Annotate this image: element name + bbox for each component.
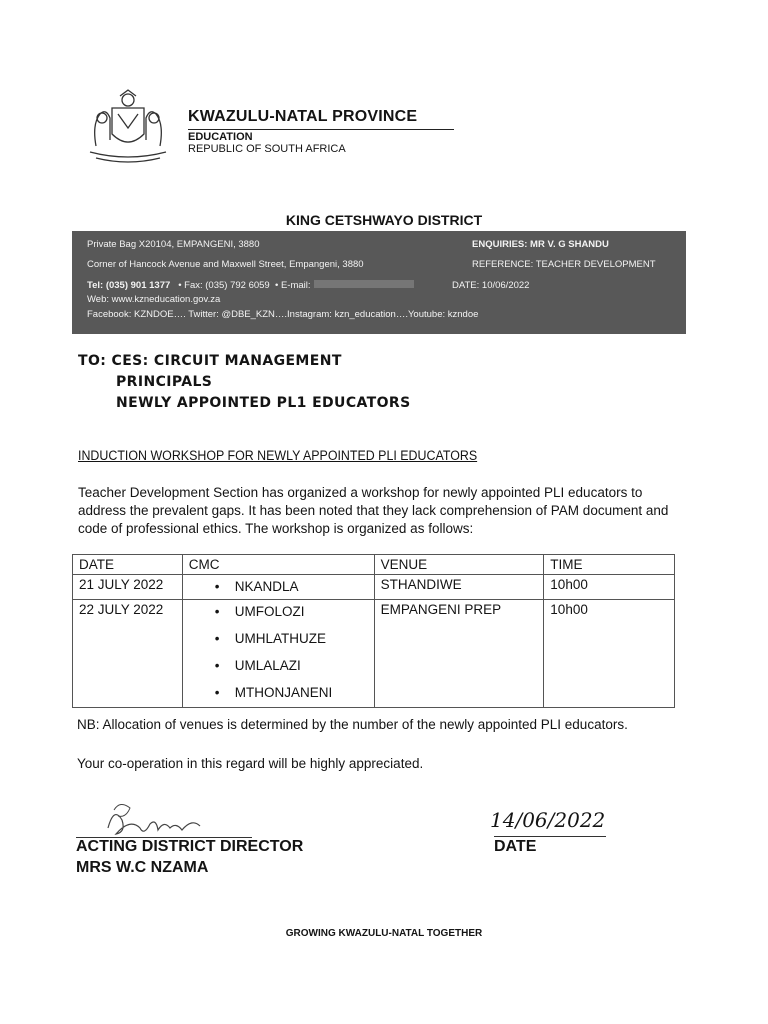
cmc-item: • NKANDLA (189, 577, 368, 597)
header-time: TIME (544, 555, 675, 575)
contact-band (72, 231, 686, 334)
subject-heading: INDUCTION WORKSHOP FOR NEWLY APPOINTED PLI EDUCATORS (78, 448, 478, 463)
department-label: EDUCATION (188, 131, 253, 143)
telephone: Tel: (035) 901 1377 (87, 280, 171, 291)
coat-of-arms-icon (82, 88, 174, 166)
cmc-item: • UMFOLOZI (189, 602, 368, 629)
cmc-list (189, 577, 368, 597)
header-rule (188, 129, 454, 130)
header-date: DATE (73, 555, 183, 575)
header-cmc: CMC (182, 555, 374, 575)
country-label: REPUBLIC OF SOUTH AFRICA (188, 143, 346, 155)
letter-date: DATE: 10/06/2022 (452, 280, 530, 291)
row-venue: EMPANGENI PREP (374, 600, 544, 708)
body-paragraph: Teacher Development Section has organized a workshop for newly appointed PLI educators to address the prevalent gaps. It has been noted that they lack comprehension of PAM document and code of professional ethics. The workshop is organized as follows: (78, 485, 669, 536)
cmc-item: • UMHLATHUZE (189, 629, 368, 656)
social-media: Facebook: KZNDOE…. Twitter: @DBE_KZN….Instagram: kzn_education….Youtube: kzndoe (87, 309, 479, 320)
contact-line (87, 280, 311, 291)
date-label: DATE (494, 838, 537, 855)
cmc-list (189, 602, 368, 705)
signatory-title: ACTING DISTRICT DIRECTOR (76, 838, 304, 855)
redacted-email (314, 280, 414, 288)
row-time: 10h00 (544, 600, 675, 708)
header-venue: VENUE (374, 555, 544, 575)
province-title: KWAZULU-NATAL PROVINCE (188, 108, 418, 125)
addressee-line-2: PRINCIPALS (116, 374, 213, 390)
fax: • Fax: (035) 792 6059 (178, 280, 270, 291)
address-line-1: Private Bag X20104, EMPANGENI, 3880 (87, 239, 260, 250)
row-venue: STHANDIWE (374, 575, 544, 600)
email-label: • E-mail: (275, 280, 311, 291)
district-title: KING CETSHWAYO DISTRICT (285, 212, 483, 228)
date-line (494, 836, 606, 837)
cmc-item: • UMLALAZI (189, 656, 368, 683)
addressee-line-3: NEWLY APPOINTED PL1 EDUCATORS (116, 395, 411, 411)
row-date: 21 JULY 2022 (73, 575, 183, 600)
cooperation-note: Your co-operation in this regard will be highly appreciated. (77, 756, 424, 771)
table-header-row (73, 555, 675, 575)
signatory-name: MRS W.C NZAMA (76, 859, 209, 876)
table-row (73, 575, 675, 600)
row-time: 10h00 (544, 575, 675, 600)
reference: REFERENCE: TEACHER DEVELOPMENT (472, 259, 656, 270)
addressee-line-1: TO: CES: CIRCUIT MANAGEMENT (78, 353, 342, 369)
handwritten-date: 14/06/2022 (490, 808, 606, 832)
row-cmc (182, 600, 374, 708)
website: Web: www.kzneducation.gov.za (87, 294, 221, 305)
address-line-2: Corner of Hancock Avenue and Maxwell Street, Empangeni, 3880 (87, 259, 364, 270)
cmc-item: • MTHONJANENI (189, 683, 368, 705)
row-cmc (182, 575, 374, 600)
row-date: 22 JULY 2022 (73, 600, 183, 708)
footer-slogan: GROWING KWAZULU-NATAL TOGETHER (285, 928, 483, 939)
table-row (73, 600, 675, 708)
enquiries: ENQUIRIES: MR V. G SHANDU (472, 239, 609, 250)
workshop-schedule-table (72, 554, 675, 708)
nb-note: NB: Allocation of venues is determined by the number of the newly appointed PLI educators. (77, 717, 628, 732)
